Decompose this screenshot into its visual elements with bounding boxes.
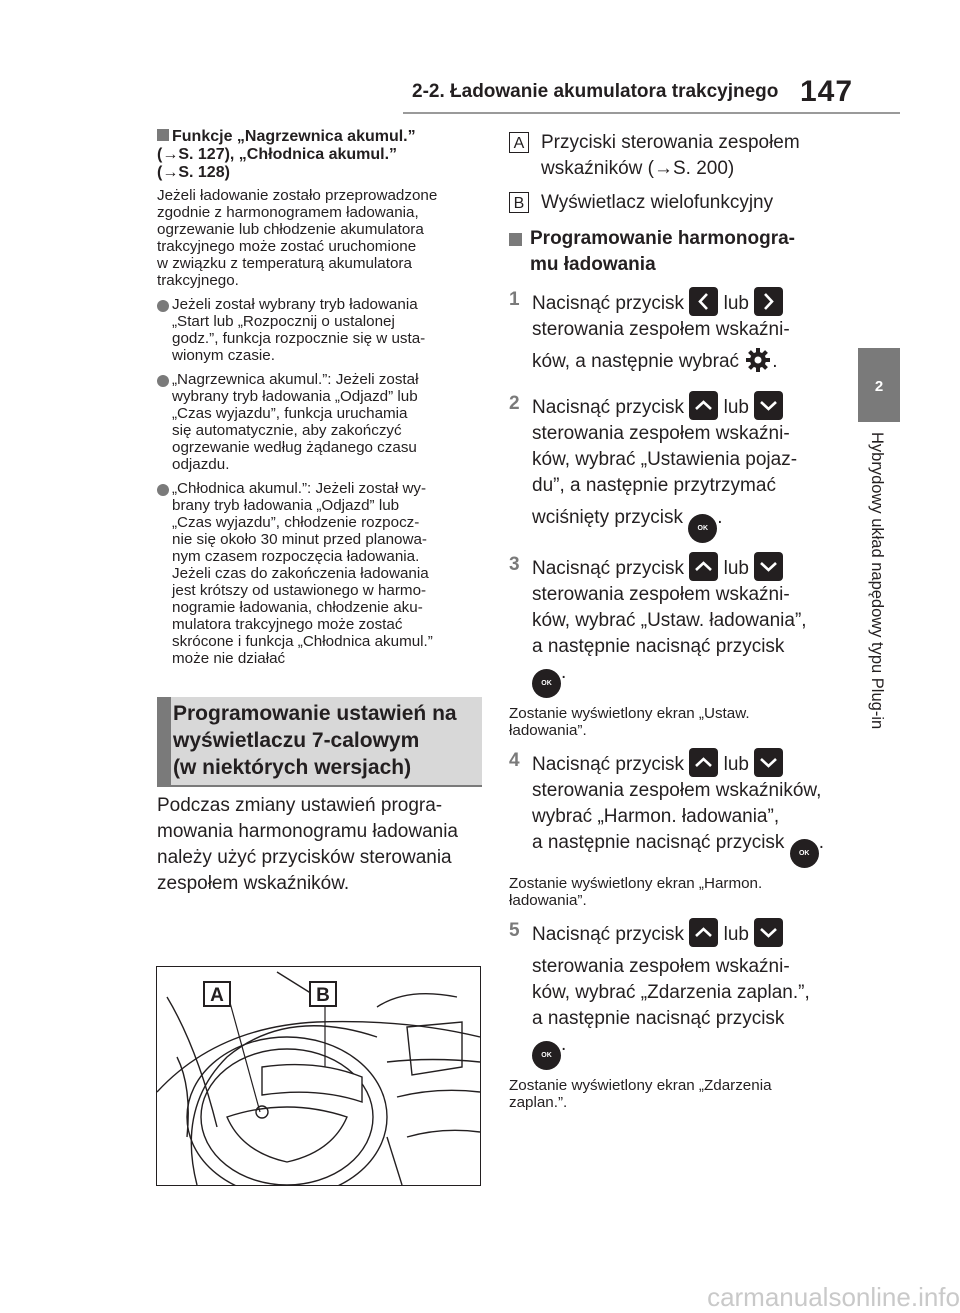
chapter-number: 2 [874, 378, 884, 395]
steering-wheel-drawing [157, 967, 480, 1185]
watermark: carmanualsonline.info [707, 1282, 960, 1312]
result-note: Zostanie wyświetlony ekran „Ustaw. ładowania”. [509, 705, 750, 739]
bullet-icon [157, 300, 169, 312]
bullet-item: „Nagrzewnica akumul.”: Jeżeli został wybrany tryb ładowania „Odjazd” lub „Czas wyjazdu”, funkcja uruchamia się automatycznie, aby zakończyć ogrzewanie według żądanego czasu odjazdu. [157, 371, 482, 473]
chevron-up-icon [689, 748, 718, 777]
function-heading: Funkcje „Nagrzewnica akumul.” (→S. 127), „Chłodnica akumul.” (→S. 128) [157, 128, 416, 181]
legend-item-a: A Przyciski sterowania zespołem wskaźników (→S. 200) [509, 130, 839, 182]
chevron-left-icon [689, 287, 718, 316]
step-5: 5 Nacisnąć przycisk lub sterowania zespołem wskaźni- ków, wybrać „Zdarzenia zaplan.”, a następnie nacisnąć przycisk OK. [509, 918, 839, 1070]
chevron-right-icon [754, 287, 783, 316]
figure-label-a: A [210, 985, 224, 1006]
chevron-up-icon [689, 918, 718, 947]
bullet-item: „Chłodnica akumul.”: Jeżeli został wy- brany tryb ładowania „Odjazd” lub „Czas wyjazdu”, chłodzenie rozpocz- nie się około 30 minut przed planowa- nym czasem rozpoczęcia ładowania. Jeżeli czas do zakończenia ładowania jest krótszy od ustawionego w harmo- nogramie ładowania, chłodzenie aku- mulatora trakcyjnego może zostać skrócone i funkcja „Chłodnica akumul.” może nie działać [157, 480, 482, 667]
left-column [157, 128, 482, 897]
result-note: Zostanie wyświetlony ekran „Zdarzenia zaplan.”. [509, 1077, 772, 1111]
dashboard-illustration [156, 966, 481, 1186]
step-3: 3 Nacisnąć przycisk lub sterowania zespołem wskaźni- ków, wybrać „Ustaw. ładowania”, a następnie nacisnąć przycisk OK. [509, 552, 839, 698]
section-body: Podczas zmiany ustawień progra- mowania harmonogramu ładowania należy użyć przycisków sterowania zespołem wskaźników. [157, 795, 459, 894]
ok-button-icon: OK [532, 1041, 561, 1070]
bullet-icon [157, 375, 169, 387]
result-note: Zostanie wyświetlony ekran „Harmon. ładowania”. [509, 875, 763, 909]
section-marker-icon [157, 129, 169, 141]
step-4: 4 Nacisnąć przycisk lub sterowania zespołem wskaźników, wybrać „Harmon. ładowania”, a następnie nacisnąć przycisk OK. [509, 748, 839, 868]
page-number: 147 [800, 75, 854, 108]
chevron-down-icon [754, 391, 783, 420]
page-section-header: 2-2. Ładowanie akumulatora trakcyjnego [412, 81, 779, 102]
step-2: 2 Nacisnąć przycisk lub sterowania zespołem wskaźni- ków, wybrać „Ustawienia pojaz- du”, a następnie przytrzymać wciśnięty przycisk OK. [509, 391, 839, 543]
chevron-up-icon [689, 552, 718, 581]
section-title-box: Programowanie ustawień na wyświetlaczu 7-calowym (w niektórych wersjach) [157, 697, 482, 787]
chevron-down-icon [754, 552, 783, 581]
gear-icon [744, 346, 772, 382]
ok-button-icon: OK [688, 514, 717, 543]
section-marker-icon [509, 233, 522, 246]
bullet-icon [157, 484, 169, 496]
intro-paragraph: Jeżeli ładowanie zostało przeprowadzone zgodnie z harmonogramem ładowania, ogrzewanie lub chłodzenie akumulatora trakcyjnego może zostać uruchomione w związku z temperaturą akumulatora trakcyjnego. [157, 187, 438, 289]
right-column [509, 130, 839, 1111]
step-1: 1 Nacisnąć przycisk lub sterowania zespołem wskaźni- ków, a następnie wybrać . [509, 287, 839, 382]
procedure-heading: Programowanie harmonogra- mu ładowania [509, 226, 839, 278]
ok-button-icon: OK [790, 839, 819, 868]
bullet-item: Jeżeli został wybrany tryb ładowania „Start lub „Rozpocznij o ustalonej godz.”, funkcja rozpocznie się w usta- wionym czasie. [157, 296, 482, 364]
header-divider [403, 112, 900, 114]
chevron-down-icon [754, 748, 783, 777]
ok-button-icon: OK [532, 669, 561, 698]
chevron-down-icon [754, 918, 783, 947]
chapter-title: Hybrydowy układ napędowy typu Plug-in [868, 432, 886, 730]
chapter-tab [858, 348, 900, 422]
chevron-up-icon [689, 391, 718, 420]
figure-label-b: B [316, 985, 330, 1006]
legend-item-b: B Wyświetlacz wielofunkcyjny [509, 190, 839, 216]
